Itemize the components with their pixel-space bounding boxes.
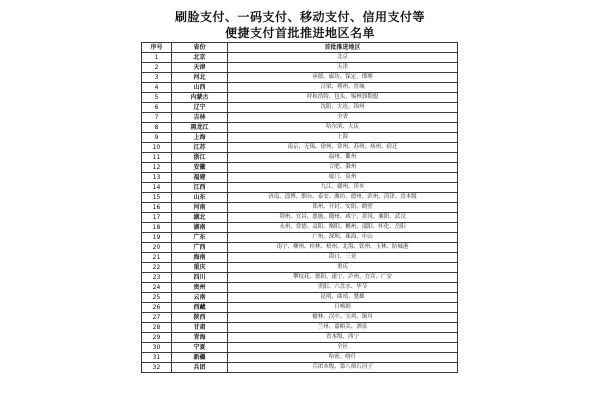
row-province-cell: 陕西 (172, 313, 228, 323)
row-regions-cell: 沈阳、大连、锦州 (228, 103, 458, 113)
table-row (142, 243, 458, 253)
row-regions-cell: 承德、廊坊、保定、邯郸 (228, 73, 458, 83)
row-regions-cell: 厦门、泉州 (228, 173, 458, 183)
row-regions-cell: 郑州、开封、安阳、鹤壁 (228, 203, 458, 213)
region-list-table (141, 42, 458, 373)
table-row (142, 73, 458, 83)
row-regions-cell: 全区 (228, 343, 458, 353)
table-row (142, 53, 458, 63)
row-province-cell: 新疆 (172, 353, 228, 363)
table-row (142, 223, 458, 233)
row-index-cell: 16 (142, 203, 172, 213)
row-regions-cell: 全省 (228, 113, 458, 123)
table-row (142, 353, 458, 363)
row-province-cell: 河北 (172, 73, 228, 83)
row-province-cell: 云南 (172, 293, 228, 303)
row-regions-cell: 兰州、嘉峪关、酒泉 (228, 323, 458, 333)
row-province-cell: 黑龙江 (172, 123, 228, 133)
row-regions-cell: 南京、无锡、徐州、常州、苏州、扬州、宿迁 (228, 143, 458, 153)
row-province-cell: 山西 (172, 83, 228, 93)
table-row (142, 343, 458, 353)
row-province-cell: 湖南 (172, 223, 228, 233)
row-index-cell: 9 (142, 133, 172, 143)
row-index-cell: 30 (142, 343, 172, 353)
row-province-cell: 内蒙古 (172, 93, 228, 103)
row-index-cell: 4 (142, 83, 172, 93)
row-index-cell: 22 (142, 263, 172, 273)
row-regions-cell: 榆林、汉中、宝鸡、铜川 (228, 313, 458, 323)
table-row (142, 323, 458, 333)
row-province-cell: 重庆 (172, 263, 228, 273)
row-province-cell: 北京 (172, 53, 228, 63)
row-province-cell: 四川 (172, 273, 228, 283)
row-province-cell: 浙江 (172, 153, 228, 163)
row-index-cell: 15 (142, 193, 172, 203)
table-row (142, 63, 458, 73)
table-row (142, 143, 458, 153)
row-index-cell: 17 (142, 213, 172, 223)
table-row (142, 93, 458, 103)
row-regions-cell: 日喀则 (228, 303, 458, 313)
table-row (142, 283, 458, 293)
row-index-cell: 1 (142, 53, 172, 63)
row-province-cell: 天津 (172, 63, 228, 73)
row-regions-cell: 天津 (228, 63, 458, 73)
row-index-cell: 18 (142, 223, 172, 233)
row-regions-cell: 广州、深圳、珠海、中山 (228, 233, 458, 243)
table-row (142, 293, 458, 303)
table-row (142, 253, 458, 263)
row-province-cell: 西藏 (172, 303, 228, 313)
row-index-cell: 23 (142, 273, 172, 283)
table-row (142, 133, 458, 143)
row-regions-cell: 合肥、滁州 (228, 163, 458, 173)
row-province-cell: 安徽 (172, 163, 228, 173)
row-index-cell: 13 (142, 173, 172, 183)
row-regions-cell: 哈尔滨、大庆 (228, 123, 458, 133)
row-index-cell: 5 (142, 93, 172, 103)
row-index-cell: 31 (142, 353, 172, 363)
row-province-cell: 辽宁 (172, 103, 228, 113)
row-province-cell: 江苏 (172, 143, 228, 153)
table-row (142, 153, 458, 163)
row-province-cell: 海南 (172, 253, 228, 263)
row-regions-cell: 省本级、西宁 (228, 333, 458, 343)
row-province-cell: 山东 (172, 193, 228, 203)
row-index-cell: 27 (142, 313, 172, 323)
row-regions-cell: 荆州、宜昌、恩施、随州、咸宁、黄冈、襄阳、武汉 (228, 213, 458, 223)
row-regions-cell: 温州、衢州 (228, 153, 458, 163)
row-regions-cell: 贵阳、六盘水、毕节 (228, 283, 458, 293)
row-province-cell: 广东 (172, 233, 228, 243)
row-index-cell: 26 (142, 303, 172, 313)
document-title-line-1: 刷脸支付、一码支付、移动支付、信用支付等 (174, 10, 425, 24)
row-province-cell: 江西 (172, 183, 228, 193)
row-regions-cell: 上海 (228, 133, 458, 143)
header-province: 省份 (172, 43, 228, 53)
table-body (142, 53, 458, 373)
table-row (142, 233, 458, 243)
table-row (142, 193, 458, 203)
row-regions-cell: 九江、赣州、萍乡 (228, 183, 458, 193)
table-row (142, 163, 458, 173)
row-regions-cell: 海口、三亚 (228, 253, 458, 263)
row-index-cell: 10 (142, 143, 172, 153)
row-index-cell: 7 (142, 113, 172, 123)
table-row (142, 183, 458, 193)
row-index-cell: 2 (142, 63, 172, 73)
table-row (142, 83, 458, 93)
row-regions-cell: 北京 (228, 53, 458, 63)
table-row (142, 273, 458, 283)
table-row (142, 363, 458, 373)
table-row (142, 103, 458, 113)
row-regions-cell: 永州、常德、益阳、衡阳、郴州、邵阳、怀化、岳阳 (228, 223, 458, 233)
table-row (142, 263, 458, 273)
row-regions-cell: 南宁、柳州、桂林、梧州、北海、钦州、玉林、防城港 (228, 243, 458, 253)
row-regions-cell: 兵团本级、第八师石河子 (228, 363, 458, 373)
row-index-cell: 28 (142, 323, 172, 333)
row-province-cell: 青海 (172, 333, 228, 343)
row-regions-cell: 昆明、曲靖、楚雄 (228, 293, 458, 303)
header-regions: 首批推进地区 (228, 43, 458, 53)
row-regions-cell: 济南、淄博、烟台、泰安、潍坊、德州、滨州、菏泽、省本级 (228, 193, 458, 203)
row-index-cell: 20 (142, 243, 172, 253)
table-row (142, 213, 458, 223)
table-row (142, 303, 458, 313)
row-index-cell: 29 (142, 333, 172, 343)
row-province-cell: 福建 (172, 173, 228, 183)
header-index: 序号 (142, 43, 172, 53)
document-title-line-2: 便捷支付首批推进地区名单 (224, 26, 375, 40)
row-index-cell: 19 (142, 233, 172, 243)
table-row (142, 203, 458, 213)
row-regions-cell: 呼和浩特、包头、锡林郭勒盟 (228, 93, 458, 103)
row-index-cell: 6 (142, 103, 172, 113)
row-province-cell: 甘肃 (172, 323, 228, 333)
row-province-cell: 宁夏 (172, 343, 228, 353)
row-index-cell: 11 (142, 153, 172, 163)
row-index-cell: 21 (142, 253, 172, 263)
table-row (142, 173, 458, 183)
row-regions-cell: 哈密、喀什 (228, 353, 458, 363)
row-index-cell: 3 (142, 73, 172, 83)
table-row (142, 113, 458, 123)
row-index-cell: 14 (142, 183, 172, 193)
row-index-cell: 24 (142, 283, 172, 293)
row-index-cell: 25 (142, 293, 172, 303)
table-row (142, 333, 458, 343)
row-province-cell: 吉林 (172, 113, 228, 123)
row-index-cell: 8 (142, 123, 172, 133)
row-regions-cell: 攀枝花、德阳、遂宁、泸州、宜宾、广安 (228, 273, 458, 283)
row-province-cell: 兵团 (172, 363, 228, 373)
table-row (142, 123, 458, 133)
row-regions-cell: 吕梁、朔州、晋城 (228, 83, 458, 93)
row-province-cell: 贵州 (172, 283, 228, 293)
row-province-cell: 河南 (172, 203, 228, 213)
row-province-cell: 广西 (172, 243, 228, 253)
row-regions-cell: 重庆 (228, 263, 458, 273)
row-index-cell: 12 (142, 163, 172, 173)
row-province-cell: 上海 (172, 133, 228, 143)
row-index-cell: 32 (142, 363, 172, 373)
row-province-cell: 湖北 (172, 213, 228, 223)
table-header-row (142, 43, 458, 53)
table-row (142, 313, 458, 323)
